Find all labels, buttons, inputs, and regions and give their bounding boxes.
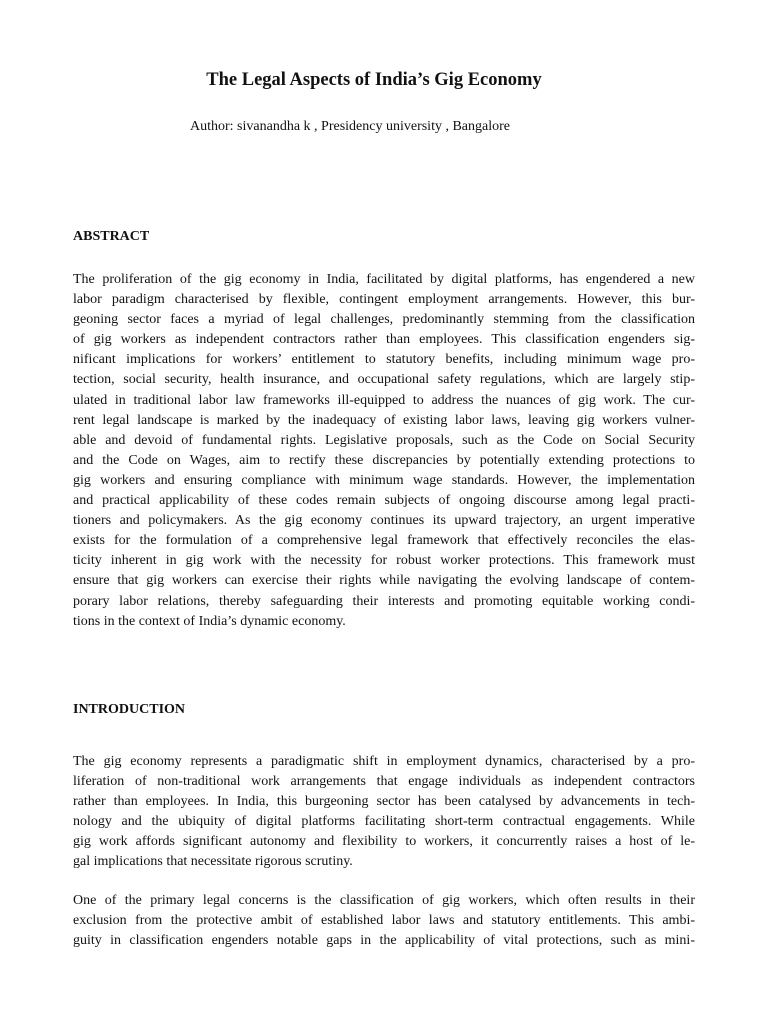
- text-line: ensure that gig workers can exercise their rights while navigating the evolving landscape of contem-: [73, 573, 695, 589]
- text-line: exists for the formulation of a comprehensive legal framework that effectively reconciles the elas-: [73, 533, 695, 549]
- text-line: liferation of non-traditional work arrangements that engage individuals as independent contractors: [73, 774, 695, 790]
- text-line: ulated in traditional labor law frameworks ill-equipped to address the nuances of gig work. The cur-: [73, 392, 695, 408]
- text-line: rather than employees. In India, this burgeoning sector has been catalysed by advancements in tech-: [73, 794, 695, 810]
- introduction-paragraph-2: [73, 891, 695, 951]
- text-line: exclusion from the protective ambit of established labor laws and statutory entitlements. This ambi-: [73, 913, 695, 929]
- text-line: rent legal landscape is marked by the inadequacy of existing labor laws, leaving gig workers vulner-: [73, 412, 695, 428]
- text-line: geoning sector faces a myriad of legal challenges, predominantly stemming from the classification: [73, 312, 695, 328]
- abstract-heading: ABSTRACT: [73, 229, 150, 244]
- abstract-paragraph: [73, 270, 695, 632]
- text-line: The proliferation of the gig economy in India, facilitated by digital platforms, has engendered a new: [73, 272, 695, 287]
- introduction-paragraph-1: [73, 752, 695, 873]
- text-line: gig work affords significant autonomy and flexibility to workers, it concurrently raises a host of le-: [73, 834, 695, 850]
- text-line: guity in classification engenders notable gaps in the applicability of vital protections, such as mini-: [73, 933, 695, 949]
- text-line: One of the primary legal concerns is the classification of gig workers, which often results in their: [73, 893, 695, 908]
- text-line: and practical applicability of these codes remain subjects of ongoing discourse among legal practi-: [73, 493, 695, 509]
- text-line: tions in the context of India’s dynamic economy.: [73, 613, 346, 629]
- text-line: nificant implications for workers’ entitlement to statutory benefits, including minimum wage pro-: [73, 352, 695, 368]
- text-line: porary labor relations, thereby safeguarding their interests and promoting equitable working condi-: [73, 593, 695, 609]
- document-title: The Legal Aspects of India’s Gig Economy: [206, 70, 542, 90]
- introduction-heading: INTRODUCTION: [73, 702, 186, 717]
- text-line: tioners and policymakers. As the gig economy continues its upward trajectory, an urgent imperative: [73, 513, 695, 529]
- text-line: gig workers and ensuring compliance with minimum wage standards. However, the implementation: [73, 472, 695, 488]
- text-line: and the Code on Wages, aim to rectify these discrepancies by potentially extending protections to: [73, 452, 695, 468]
- text-line: tection, social security, health insurance, and occupational safety regulations, which are largely stip-: [73, 372, 695, 388]
- author-line: Author: sivanandha k , Presidency university , Bangalore: [190, 119, 510, 134]
- text-line: ticity inherent in gig work with the necessity for robust worker protections. This framework must: [73, 553, 695, 569]
- text-line: able and devoid of fundamental rights. Legislative proposals, such as the Code on Social Security: [73, 432, 695, 448]
- text-line: labor paradigm characterised by flexible, contingent employment arrangements. However, this bur-: [73, 292, 695, 308]
- text-line: of gig workers as independent contractors rather than employees. This classification engenders sig-: [73, 332, 695, 348]
- text-line: nology and the ubiquity of digital platforms facilitating short-term contractual engagements. While: [73, 814, 695, 830]
- text-line: gal implications that necessitate rigorous scrutiny.: [73, 854, 353, 870]
- text-line: The gig economy represents a paradigmatic shift in employment dynamics, characterised by a pro-: [73, 754, 695, 769]
